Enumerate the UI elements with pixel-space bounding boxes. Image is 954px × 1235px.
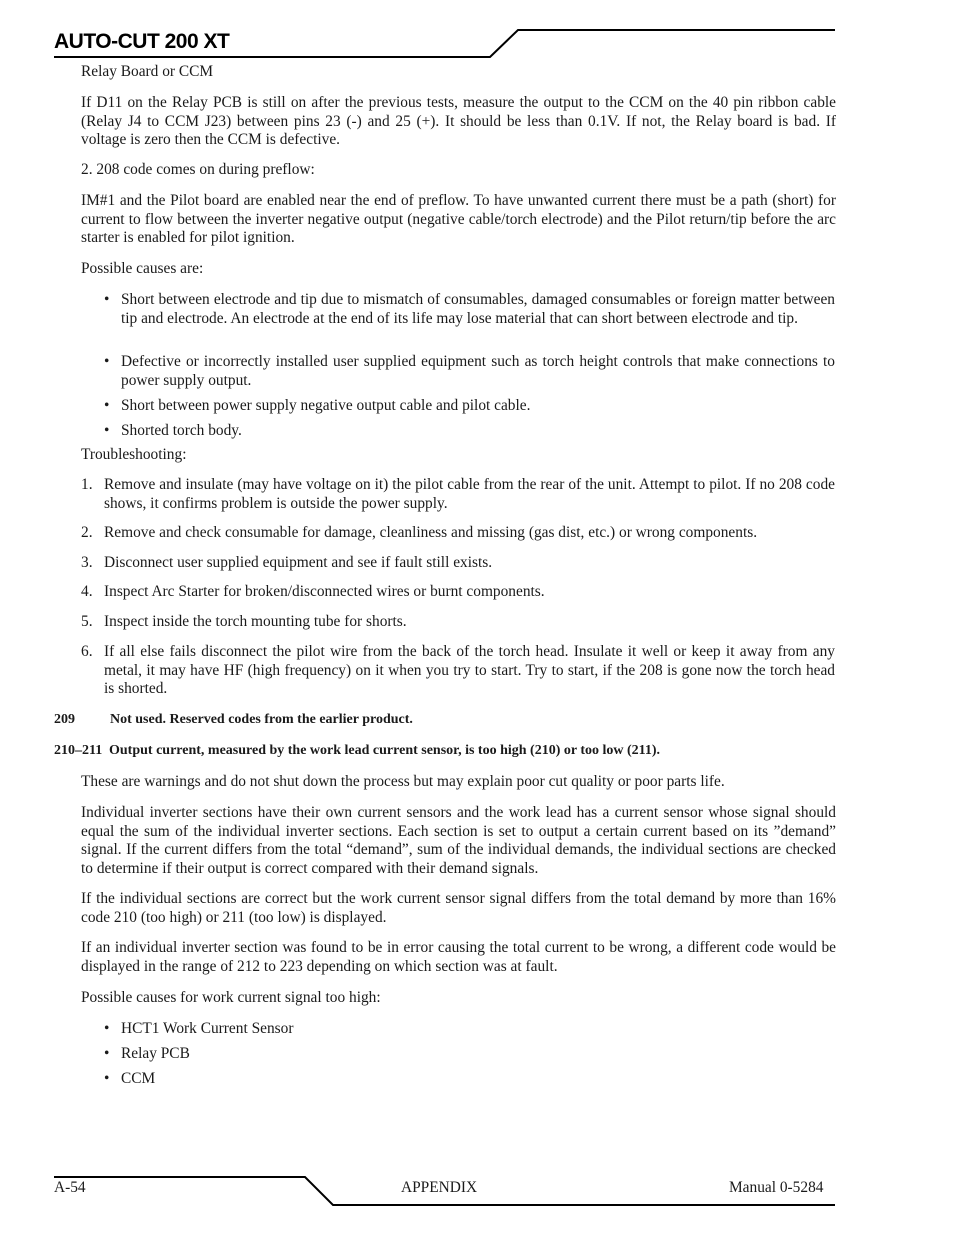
step-number: 5.	[81, 613, 93, 630]
step-number: 1.	[81, 476, 93, 493]
paragraph-individual: Individual inverter sections have their own current sensors and the work lead has a current sensor whose signal should equal the sum of the individual inverter sections. Each section is set to output a certain current based on its ”demand” signal. If the current differs from the total “demand”, sum of the individual demands, the individual sections are checked to determine if their output is correct compared with their demand signals.	[81, 804, 836, 877]
cause-item: Defective or incorrectly installed user supplied equipment such as torch height controls that make connections to power supply output.	[121, 353, 835, 389]
cause-item: Short between electrode and tip due to mismatch of consumables, damaged consumables or foreign matter between tip and electrode. An electrode at the end of its life may lose material that can short between electrode and tip.	[121, 291, 835, 327]
high-cause-item: HCT1 Work Current Sensor	[121, 1020, 294, 1037]
step-number: 6.	[81, 643, 93, 660]
step-number: 3.	[81, 554, 93, 571]
paragraph-208-code: 2. 208 code comes on during preflow:	[81, 161, 315, 178]
footer-manual-number: Manual 0-5284	[729, 1179, 824, 1196]
paragraph-possible-causes: Possible causes are:	[81, 260, 204, 277]
paragraph-if-sections: If the individual sections are correct but the work current sensor signal differs from the total demand by more than 16% code 210 (too high) or 211 (too low) is displayed.	[81, 890, 836, 926]
cause-item: Short between power supply negative output cable and pilot cable.	[121, 397, 531, 414]
paragraph-if-inverter: If an individual inverter section was found to be in error causing the total current to be wrong, a different code would be displayed in the range of 212 to 223 depending on which section was at fault.	[81, 939, 836, 975]
document-title: AUTO-CUT 200 XT	[54, 30, 230, 53]
code-210-title: Output current, measured by the work lead current sensor, is too high (210) or too low (211).	[109, 743, 661, 758]
footer-page-number: A-54	[54, 1179, 86, 1196]
footer-section: APPENDIX	[401, 1179, 478, 1196]
bullet-icon: •	[104, 1020, 110, 1037]
paragraph-causes-high: Possible causes for work current signal too high:	[81, 989, 381, 1006]
high-cause-item: Relay PCB	[121, 1045, 190, 1062]
step-item: If all else fails disconnect the pilot wire from the back of the torch head. Insulate it well or keep it away from any metal, it may have HF (high frequency) on it when you try to start. Try to start, if the 208 is gone now the torch head is shorted.	[104, 643, 835, 698]
code-210-number: 210–211	[54, 743, 103, 758]
bullet-icon: •	[104, 291, 110, 308]
bullet-icon: •	[104, 1070, 110, 1087]
step-number: 2.	[81, 524, 93, 541]
cause-item: Shorted torch body.	[121, 422, 242, 439]
step-item: Inspect inside the torch mounting tube for shorts.	[104, 613, 407, 630]
step-item: Remove and check consumable for damage, cleanliness and missing (gas dist, etc.) or wrong components.	[104, 524, 758, 541]
step-item: Inspect Arc Starter for broken/disconnected wires or burnt components.	[104, 583, 545, 600]
step-item: Disconnect user supplied equipment and see if fault still exists.	[104, 554, 493, 571]
bullet-icon: •	[104, 422, 110, 439]
paragraph-d11: If D11 on the Relay PCB is still on after the previous tests, measure the output to the CCM on the 40 pin ribbon cable (Relay J4 to CCM J23) between pins 23 (-) and 25 (+). It should be less than 0.1V. If not, the Relay board is bad. If voltage is zero then the CCM is defective.	[81, 94, 836, 149]
paragraph-troubleshooting: Troubleshooting:	[81, 446, 187, 463]
bullet-icon: •	[104, 353, 110, 370]
code-209-number: 209	[54, 712, 75, 727]
high-cause-item: CCM	[121, 1070, 156, 1087]
step-item: Remove and insulate (may have voltage on it) the pilot cable from the rear of the unit. Attempt to pilot. If no 208 code shows, it confirms problem is outside the power supply.	[104, 476, 835, 512]
code-209-title: Not used. Reserved codes from the earlier product.	[110, 712, 413, 727]
bullet-icon: •	[104, 397, 110, 414]
paragraph-relay-board: Relay Board or CCM	[81, 63, 214, 80]
paragraph-im1: IM#1 and the Pilot board are enabled near the end of preflow. To have unwanted current there must be a path (short) for current to flow between the inverter negative output (negative cable/torch electrode) and the Pilot return/tip before the arc starter is enabled for pilot ignition.	[81, 192, 836, 247]
paragraph-warnings: These are warnings and do not shut down the process but may explain poor cut quality or poor parts life.	[81, 773, 725, 790]
bullet-icon: •	[104, 1045, 110, 1062]
step-number: 4.	[81, 583, 93, 600]
